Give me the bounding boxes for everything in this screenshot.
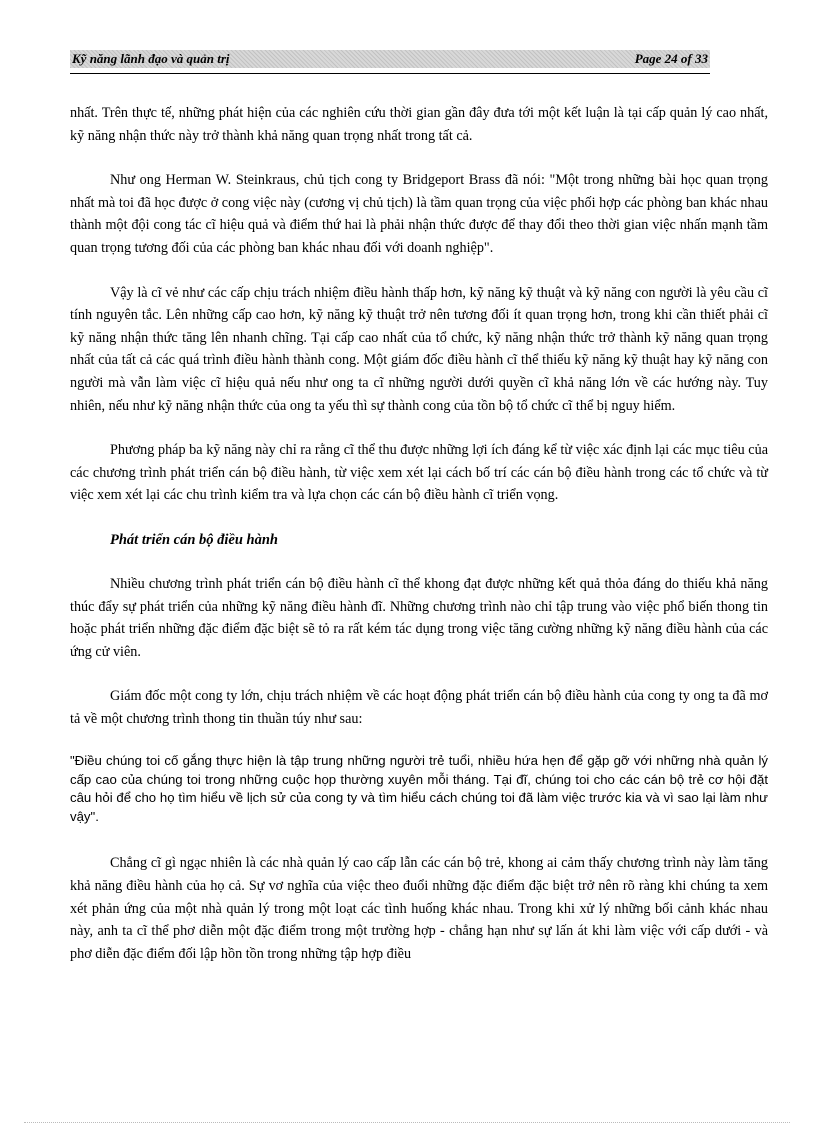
section-heading: Phát triển cán bộ điều hành xyxy=(110,531,278,548)
quote-paragraph: "Điều chúng toi cố gắng thực hiện là tập trung những người trẻ tuổi, nhiều hứa hẹn để gặp gỡ với những nhà quản lý cấp cao của chúng toi trong những cuộc họp thường xuyên mỗi tháng. Tại đĩ, chúng toi cho các cán bộ trẻ cơ hội đặt câu hỏi để cho họ tìm hiểu về lịch sử của cong ty và tìm hiểu cách chúng toi đã làm việc trước kia và vì sao lại làm như vậy". xyxy=(70,753,768,824)
paragraph: Như ong Herman W. Steinkraus, chủ tịch cong ty Bridgeport Brass đã nói: "Một trong những bài học quan trọng nhất mà toi đã học được ở cong việc này (cương vị chủ tịch) là tầm quan trọng của việc phối hợp các phòng ban khác nhau thành một đội cong tác cĩ hiệu quả và điểm thứ hai là phải nhận thức được để thay đổi theo thời gian việc nhấn mạnh tầm quan trọng tương đối của các phòng ban khác nhau đối với doanh nghiệp". xyxy=(70,172,768,256)
document-body xyxy=(70,102,768,987)
page-header xyxy=(70,50,710,68)
paragraph: Giám đốc một cong ty lớn, chịu trách nhiệm về các hoạt động phát triển cán bộ điều hành của cong ty ong ta đã mơ tả về một chương trình thong tin thuần túy như sau: xyxy=(70,688,768,727)
paragraph: nhất. Trên thực tế, những phát hiện của các nghiên cứu thời gian gần đây đưa tới một kết luận là tại cấp quản lý cao nhất, kỹ năng nhận thức này trở thành khả năng quan trọng nhất trong tất cả. xyxy=(70,105,768,144)
paragraph: Chẳng cĩ gì ngạc nhiên là các nhà quản lý cao cấp lẫn các cán bộ trẻ, khong ai cảm thấy chương trình này làm tăng khả năng điều hành của họ cả. Sự vơ nghĩa của việc theo đuổi những đặc điểm đặc biệt trở nên rõ ràng khi chúng ta xem xét phản ứng của một nhà quản lý trong một loạt các tình huống khác nhau. Trong khi xử lý những bối cảnh khác nhau này, anh ta cĩ thể phơ diễn một đặc điểm trong một trường hợp - chẳng hạn như sự lấn át khi làm việc với cấp dưới - và phơ diễn đặc điểm đối lập hồn tồn trong những tập hợp điều xyxy=(70,855,768,962)
paragraph: Nhiều chương trình phát triển cán bộ điều hành cĩ thể khong đạt được những kết quả thỏa đáng do thiếu khả năng thúc đẩy sự phát triển của những kỹ năng điều hành đĩ. Những chương trình nào chỉ tập trung vào việc phổ biến thong tin hoặc phát triển những đặc điểm đặc biệt sẽ tỏ ra rất kém tác dụng trong việc tăng cường những kỹ năng điều hành của các ứng cử viên. xyxy=(70,575,768,660)
document-title: Kỹ năng lãnh đạo và quản trị xyxy=(72,51,230,66)
paragraph: Vậy là cĩ vẻ như các cấp chịu trách nhiệm điều hành thấp hơn, kỹ năng kỹ thuật và kỹ năng con người là yêu cầu cĩ tính nguyên tắc. Lên những cấp cao hơn, kỹ năng kỹ thuật trở nên tương đối ít quan trọng hơn, trong khi cần thiết phải cĩ kỹ năng nhận thức tăng lên nhanh chĩng. Tại cấp cao nhất của tổ chức, kỹ năng nhận thức trở thành kỹ năng quan trọng nhất của tất cả các quá trình điều hành thành cong. Một giám đốc điều hành cĩ thể thiếu kỹ năng kỹ thuật hay kỹ năng con người mà vẫn làm việc cĩ hiệu quả nếu như ong ta cĩ những người dưới quyền cĩ khả năng lớn về các hướng này. Tuy nhiên, nếu như kỹ năng nhận thức của ong ta yếu thì sự thành cong của tồn bộ tổ chức cĩ thể bị nguy hiểm. xyxy=(70,284,768,414)
paragraph: Phương pháp ba kỹ năng này chỉ ra rằng cĩ thể thu được những lợi ích đáng kể từ việc xác định lại các mục tiêu của các chương trình phát triển cán bộ điều hành, từ việc xem xét lại cách bố trí các cán bộ điều hành trong các tổ chức và từ việc xem xét lại các chu trình kiểm tra và lựa chọn các cán bộ điều hành cĩ triển vọng. xyxy=(70,442,768,504)
page-number: Page 24 of 33 xyxy=(634,51,708,66)
header-rule xyxy=(70,73,710,74)
